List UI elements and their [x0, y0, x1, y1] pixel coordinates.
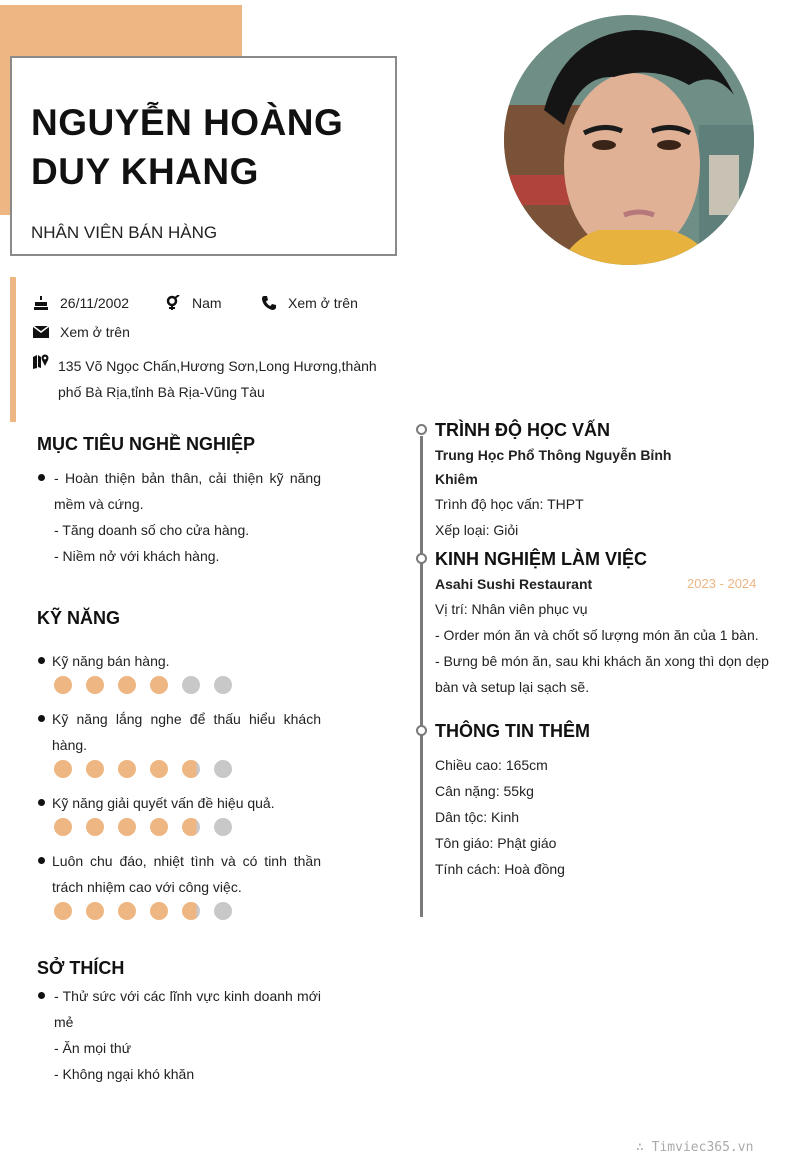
- info-personality: Tính cách: Hoà đồng: [435, 861, 565, 877]
- objective-line-1: - Hoàn thiện bản thân, cải thiện kỹ năng mềm và cứng.: [54, 470, 321, 512]
- gender-value: Nam: [192, 295, 222, 311]
- rating-dot: [182, 760, 200, 778]
- company-name: Asahi Sushi Restaurant: [435, 576, 593, 592]
- timeline-node-icon: [416, 424, 427, 435]
- rating-dot: [118, 760, 136, 778]
- skill-label-4: Luôn chu đáo, nhiệt tình và có tinh thần trách nhiệm cao với công việc.: [52, 853, 321, 895]
- skills-title: KỸ NĂNG: [37, 608, 121, 628]
- job-title: NHÂN VIÊN BÁN HÀNG: [31, 223, 218, 242]
- skill-label-1: Kỹ năng bán hàng.: [52, 653, 170, 669]
- info-ethnicity: Dân tộc: Kinh: [435, 809, 520, 825]
- rating-dot: [86, 818, 104, 836]
- skill-label-2: Kỹ năng lắng nghe để thấu hiểu khách hàng.: [52, 711, 321, 753]
- envelope-icon: [32, 323, 50, 341]
- experience-position: Vị trí: Nhân viên phục vụ: [435, 601, 588, 617]
- bullet-icon: [38, 657, 45, 664]
- address-value: [58, 353, 388, 405]
- address-line-1: 135 Võ Ngọc Chấn,Hương Sơn,Long Hương,thành: [58, 358, 377, 374]
- name-line-1: NGUYỄN HOÀNG: [31, 102, 344, 143]
- hobby-line-2: - Ăn mọi thứ: [54, 1040, 132, 1056]
- name-box: [10, 56, 397, 256]
- rating-dot: [54, 760, 72, 778]
- school-name-line-2: Khiêm: [435, 471, 478, 487]
- hobby-line-1: - Thử sức với các lĩnh vực kinh doanh mới mẻ: [54, 988, 321, 1030]
- rating-dot: [118, 902, 136, 920]
- hobby-line-3: - Không ngại khó khăn: [54, 1066, 195, 1082]
- rating-dot: [214, 760, 232, 778]
- rating-dot: [182, 676, 200, 694]
- watermark: ∴ Timviec365.vn: [636, 1140, 754, 1155]
- map-pin-icon: [32, 352, 50, 370]
- email-row: [32, 323, 130, 341]
- address-icon-row: [32, 352, 60, 370]
- birthday-value: 26/11/2002: [60, 295, 130, 311]
- contact-section: [10, 277, 390, 422]
- education-grade: Xếp loại: Giỏi: [435, 522, 519, 538]
- rating-dot: [182, 902, 200, 920]
- rating-dot: [214, 676, 232, 694]
- objective-title: MỤC TIÊU NGHỀ NGHIỆP: [37, 434, 256, 454]
- info-height: Chiều cao: 165cm: [435, 757, 548, 773]
- objective-line-3: - Niềm nở với khách hàng.: [54, 548, 220, 564]
- rating-dot: [118, 818, 136, 836]
- school-name-line-1: Trung Học Phổ Thông Nguyễn Bỉnh: [435, 447, 672, 463]
- hobbies-title: SỞ THÍCH: [37, 958, 125, 978]
- timeline-line: [420, 436, 423, 917]
- education-title: TRÌNH ĐỘ HỌC VẤN: [435, 420, 610, 440]
- candidate-name: [31, 98, 343, 196]
- rating-dot: [118, 676, 136, 694]
- rating-dot: [150, 902, 168, 920]
- rating-dot: [150, 818, 168, 836]
- bullet-icon: [38, 992, 45, 999]
- timeline-node-icon: [416, 553, 427, 564]
- additional-info-title: THÔNG TIN THÊM: [435, 721, 590, 741]
- experience-duty-2-line-2: bàn và setup lại sạch sẽ.: [435, 679, 590, 695]
- phone-row: [260, 294, 358, 312]
- gender-icon: [164, 294, 182, 312]
- rating-dot: [182, 818, 200, 836]
- rating-dot: [150, 676, 168, 694]
- rating-dot: [214, 818, 232, 836]
- info-weight: Cân nặng: 55kg: [435, 783, 534, 799]
- skill-rating-2: [54, 760, 232, 778]
- experience-duty-2-line-1: - Bưng bê món ăn, sau khi khách ăn xong thì dọn dẹp: [435, 653, 769, 669]
- gender-row: [164, 294, 222, 312]
- skill-rating-3: [54, 818, 232, 836]
- rating-dot: [54, 902, 72, 920]
- bullet-icon: [38, 799, 45, 806]
- birthday-cake-icon: [32, 294, 50, 312]
- avatar-photo: [504, 15, 754, 265]
- bullet-icon: [38, 715, 45, 722]
- birthday-row: [32, 294, 129, 312]
- info-religion: Tôn giáo: Phật giáo: [435, 835, 557, 851]
- timeline-node-icon: [416, 725, 427, 736]
- rating-dot: [150, 760, 168, 778]
- name-line-2: DUY KHANG: [31, 151, 259, 192]
- objective-line-2: - Tăng doanh số cho cửa hàng.: [54, 522, 250, 538]
- rating-dot: [214, 902, 232, 920]
- skill-label-3: Kỹ năng giải quyết vấn đề hiệu quả.: [52, 795, 275, 811]
- bullet-icon: [38, 474, 45, 481]
- rating-dot: [86, 760, 104, 778]
- skill-rating-1: [54, 676, 232, 694]
- rating-dot: [86, 676, 104, 694]
- skill-rating-4: [54, 902, 232, 920]
- rating-dot: [54, 676, 72, 694]
- education-level: Trình độ học vấn: THPT: [435, 496, 584, 512]
- bullet-icon: [38, 857, 45, 864]
- phone-value: Xem ở trên: [288, 295, 358, 311]
- address-line-2: phố Bà Rịa,tỉnh Bà Rịa-Vũng Tàu: [58, 384, 265, 400]
- phone-icon: [260, 294, 278, 312]
- experience-duty-1: - Order món ăn và chốt số lượng món ăn của 1 bàn.: [435, 627, 759, 643]
- experience-period: 2023 - 2024: [687, 576, 757, 591]
- rating-dot: [86, 902, 104, 920]
- experience-title: KINH NGHIỆM LÀM VIỆC: [435, 549, 648, 569]
- email-value: Xem ở trên: [60, 324, 130, 340]
- rating-dot: [54, 818, 72, 836]
